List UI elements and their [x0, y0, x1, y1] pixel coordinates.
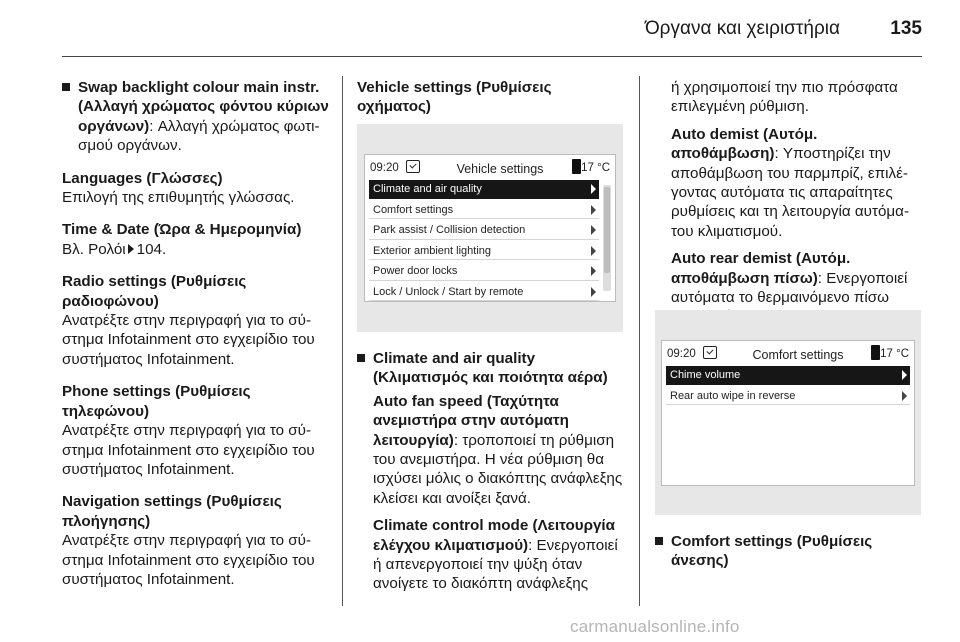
- time-date-title: Time & Date (Ώρα & Ημερομηνία): [62, 221, 302, 239]
- display-screen: [364, 154, 616, 302]
- column-divider-1: [342, 76, 343, 606]
- chevron-right-icon: [591, 246, 596, 256]
- continued-text: ή χρησιμοποιεί την πιο πρόσφατα επιλεγμένη ρύθμιση.: [671, 79, 898, 116]
- comfort-entry: [655, 532, 923, 571]
- radio-text: Ανατρέξτε στην περιγραφή για το σύστημα Infotainment στο εγχειρίδιο του συστήματος Infotainment.: [62, 312, 315, 368]
- menu-item-chime-volume[interactable]: [666, 366, 910, 385]
- display-screen: [661, 340, 915, 486]
- rear-demist-text: : Ενεργοποιεί αυτόματα το θερμαινόμενο πίσω: [671, 269, 908, 307]
- menu-item-label: Park assist / Collision detection: [373, 224, 526, 236]
- menu-item-comfort[interactable]: [369, 201, 599, 220]
- scrollbar-thumb[interactable]: [604, 187, 610, 273]
- phone-text: Ανατρέξτε στην περιγραφή για το σύστημα Infotainment στο εγχειρίδιο του συστήματος Infotainment.: [62, 422, 315, 478]
- languages-text: Επιλογή της επιθυμητής γλώσσας.: [62, 189, 295, 207]
- radio-title: Radio settings (Ρυθμίσεις ραδιοφώνου): [62, 273, 247, 310]
- column-2-lower: [357, 349, 629, 602]
- menu-item-rear-wipe[interactable]: [666, 387, 910, 406]
- menu-item-label: Power door locks: [373, 265, 458, 277]
- menu-item-power-door-locks[interactable]: [369, 262, 599, 281]
- clock-time: 09:20: [370, 162, 399, 174]
- time-date-entry: [62, 220, 334, 259]
- fan-speed-text: : τροποποιεί τη ρύθμιση του ανεμιστήρα. Η νέα ρύθμιση θα ισχύσει μόλις ο διακόπτης ανάφλεξης κλείσει και ανοίξει ξανά.: [373, 431, 623, 507]
- status-bar: [662, 341, 914, 366]
- phone-title: Phone settings (Ρυθμίσεις τηλεφώνου): [62, 383, 251, 420]
- rear-demist-title: Auto rear demist (Αυτόμ. αποθάμβωση πίσω): [671, 250, 851, 287]
- bullet-square-icon: [655, 537, 663, 545]
- menu-item-label: Climate and air quality: [373, 183, 482, 195]
- backlight-text: : Αλλαγή χρώματος φωτισμού οργάνων.: [78, 117, 320, 155]
- bullet-square-icon: [357, 354, 365, 362]
- phone-icon: [871, 345, 880, 360]
- time-date-ref-page: 104.: [136, 240, 167, 258]
- temperature: 17 °C: [581, 162, 610, 174]
- screen-title: Vehicle settings: [456, 162, 544, 176]
- time-date-ref-prefix: Βλ. Ρολόι: [62, 240, 126, 258]
- vehicle-settings-title: Vehicle settings (Ρυθμίσεις οχήματος): [357, 79, 552, 116]
- fan-speed-entry: [357, 392, 629, 508]
- phone-icon: [572, 159, 581, 174]
- languages-entry: [62, 169, 334, 208]
- watermark: carmanualsonline.info: [570, 617, 740, 636]
- status-bar: [365, 155, 615, 180]
- navigation-title: Navigation settings (Ρυθμίσεις πλοήγησης): [62, 493, 282, 530]
- navigation-entry: [62, 492, 334, 589]
- menu-item-exterior-lighting[interactable]: [369, 242, 599, 261]
- phone-entry: [62, 382, 334, 479]
- climate-control-text: : Ενεργοποιεί ή απενεργοποιεί την ψύξη όταν ανοίγετε το διακόπτη ανάφλεξης: [373, 536, 618, 593]
- languages-title: Languages (Γλώσσες): [62, 169, 223, 187]
- vehicle-settings-screenshot: [357, 124, 623, 332]
- chevron-right-icon: [591, 287, 596, 297]
- screen-title: Comfort settings: [752, 348, 844, 362]
- backlight-title: Swap backlight colour main instr. (Αλλαγή χρώματος φόντου κύριων οργάνων): [78, 79, 329, 135]
- menu-item-lock-unlock[interactable]: [369, 283, 599, 302]
- scrollbar[interactable]: [603, 185, 611, 291]
- chevron-right-icon: [902, 370, 907, 380]
- climate-control-title: Climate control mode (Λειτουργία ελέγχου κλιματισμού): [373, 517, 615, 554]
- climate-control-entry: [357, 516, 629, 594]
- menu-item-label: Rear auto wipe in reverse: [670, 389, 796, 402]
- auto-demist-text: : Υποστηρίζει την αποθάμβωση του παρμπρίζ, επιλέγοντας αυτόματα τις απαραίτητες ρυθμίσεις και τη λειτουργία αυτόματου κλιματισμού.: [671, 145, 910, 240]
- menu-item-label: Chime volume: [670, 369, 741, 381]
- column-3: [655, 78, 923, 335]
- chevron-right-icon: [902, 391, 907, 401]
- chevron-right-icon: [591, 266, 596, 276]
- clock-check-icon: [406, 160, 420, 173]
- auto-demist-entry: [655, 125, 923, 241]
- menu-item-park-assist[interactable]: [369, 221, 599, 240]
- auto-demist-title: Auto demist (Αυτόμ. αποθάμβωση): [671, 125, 818, 163]
- column-1: [62, 78, 334, 602]
- time-date-text: [62, 240, 334, 259]
- menu-item-climate[interactable]: [369, 180, 599, 199]
- fan-speed-title: Auto fan speed (Ταχύτητα ανεμιστήρα στην αυτόματη λειτουργία): [373, 392, 569, 449]
- menu-item-label: Lock / Unlock / Start by remote: [373, 285, 524, 298]
- comfort-settings-screenshot: [655, 310, 921, 515]
- chevron-right-icon: [591, 184, 596, 194]
- clock-time: 09:20: [667, 348, 696, 360]
- backlight-entry: [62, 78, 334, 156]
- navigation-text: Ανατρέξτε στην περιγραφή για το σύστημα Infotainment στο εγχειρίδιο του συστήματος Infotainment.: [62, 532, 315, 588]
- comfort-title: Comfort settings (Ρυθμίσεις άνεσης): [671, 533, 873, 570]
- radio-entry: [62, 272, 334, 369]
- column-divider-2: [639, 76, 640, 606]
- page-header-title: Όργανα και χειριστήρια: [644, 18, 840, 39]
- climate-entry: [357, 349, 629, 388]
- chevron-right-icon: [591, 225, 596, 235]
- bullet-square-icon: [62, 83, 70, 91]
- menu-item-label: Exterior ambient lighting: [373, 244, 492, 257]
- page-reference-arrow-icon: [128, 244, 134, 254]
- clock-check-icon: [703, 346, 717, 359]
- chevron-right-icon: [591, 205, 596, 215]
- column-2: [357, 78, 629, 117]
- page-number: 135: [890, 18, 922, 39]
- climate-title: Climate and air quality (Κλιματισμός και ποιότητα αέρα): [373, 350, 608, 387]
- temperature: 17 °C: [880, 348, 909, 360]
- menu-item-label: Comfort settings: [373, 203, 454, 216]
- column-3-lower: [655, 532, 923, 571]
- header-rule: [62, 56, 922, 57]
